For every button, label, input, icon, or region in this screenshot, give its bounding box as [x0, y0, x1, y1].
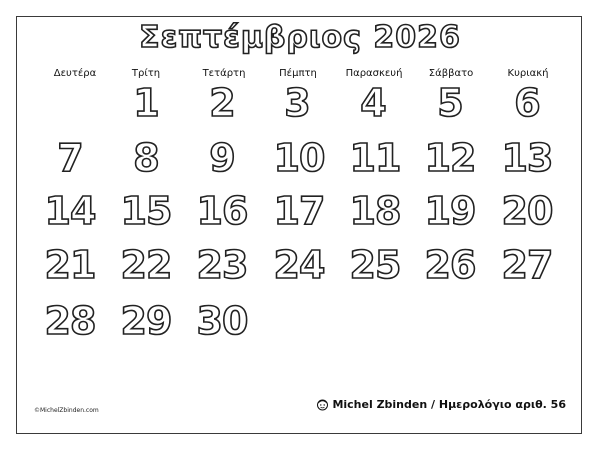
- weekday-label: Τετάρτη: [202, 68, 246, 79]
- day-cell: 26: [424, 243, 476, 287]
- day-cell: 9: [209, 136, 235, 180]
- day-cell: 7: [57, 136, 83, 180]
- day-cell: 12: [424, 136, 476, 180]
- calendar-title: Σεπτέμβριος 2026: [139, 20, 461, 55]
- day-cell: 1: [133, 81, 159, 125]
- day-cell: 16: [196, 189, 248, 233]
- day-cell: 11: [349, 136, 401, 180]
- day-cell: 25: [349, 243, 401, 287]
- day-cell: 4: [360, 81, 386, 125]
- day-cell: 28: [44, 299, 96, 343]
- face-icon: [316, 398, 329, 411]
- day-cell: 3: [284, 81, 310, 125]
- weekday-label: Σάββατο: [428, 68, 474, 79]
- day-cell: 23: [196, 243, 248, 287]
- day-cell: 22: [120, 243, 172, 287]
- day-cell: 27: [501, 243, 553, 287]
- day-cell: 10: [273, 136, 325, 180]
- weekday-label: Κυριακή: [507, 68, 549, 79]
- day-cell: 18: [349, 189, 401, 233]
- author-note: Michel Zbinden / Ημερολόγιο αριθ. 56: [332, 398, 566, 411]
- day-cell: 15: [120, 189, 172, 233]
- weekday-label: Πέμπτη: [279, 68, 317, 79]
- day-cell: 14: [44, 189, 96, 233]
- day-cell: 17: [273, 189, 325, 233]
- day-cell: 6: [514, 81, 540, 125]
- weekday-label: Παρασκευή: [345, 68, 403, 79]
- day-cell: 19: [424, 189, 476, 233]
- day-cell: 21: [44, 243, 96, 287]
- copyright-text: ©MichelZbinden.com: [34, 407, 99, 414]
- day-cell: 5: [437, 81, 463, 125]
- day-cell: 30: [196, 299, 248, 343]
- weekday-label: Δευτέρα: [53, 68, 97, 79]
- weekday-label: Τρίτη: [131, 68, 161, 79]
- day-cell: 29: [120, 299, 172, 343]
- day-cell: 24: [273, 243, 325, 287]
- day-cell: 2: [209, 81, 235, 125]
- day-cell: 8: [133, 136, 159, 180]
- day-cell: 20: [501, 189, 553, 233]
- day-cell: 13: [501, 136, 553, 180]
- footer-credit: [316, 398, 566, 411]
